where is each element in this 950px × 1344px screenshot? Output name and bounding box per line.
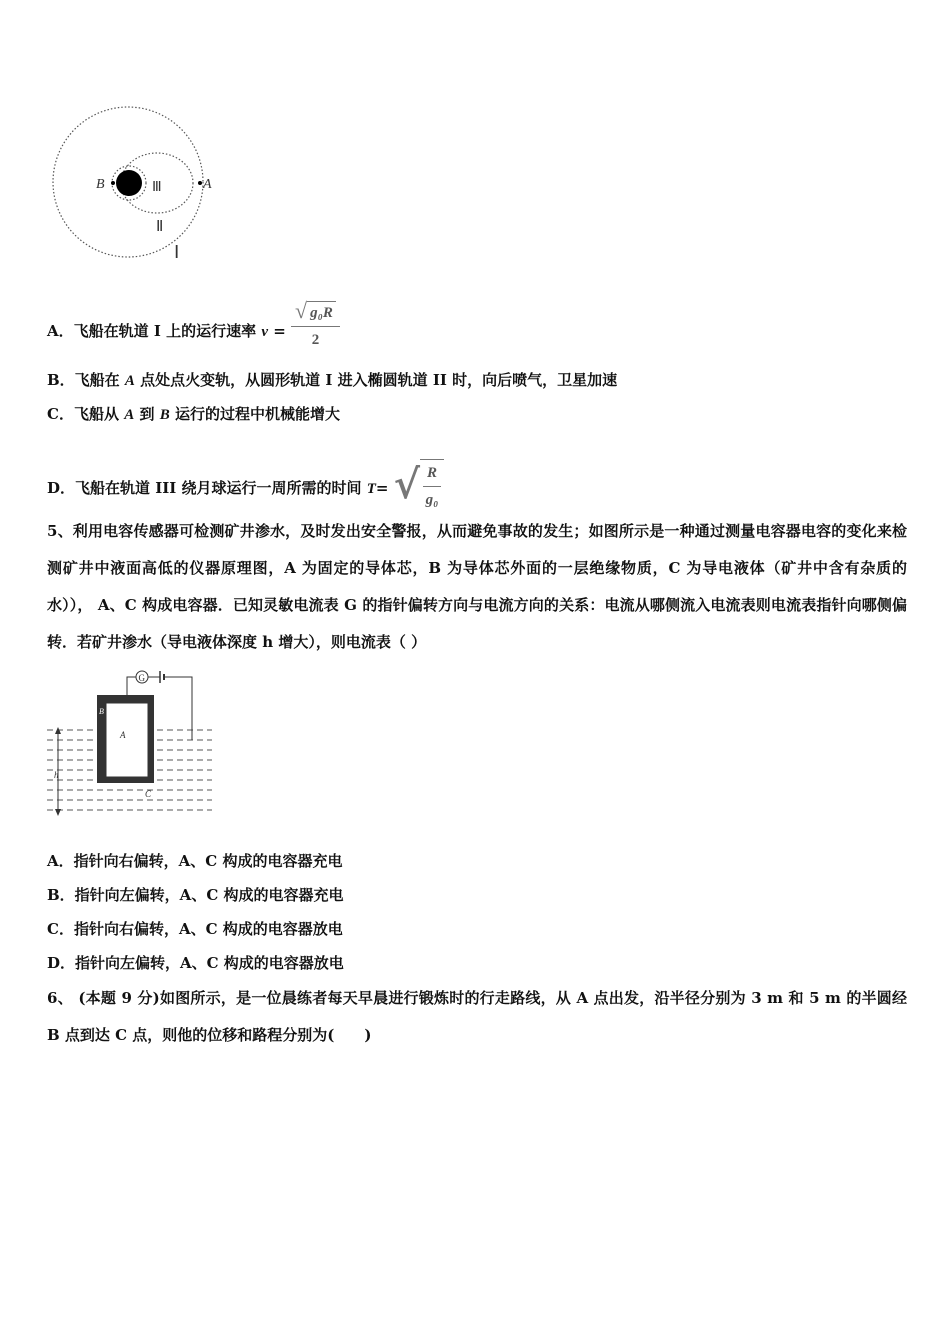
question-5-text: 5、利用电容传感器可检测矿井渗水，及时发出安全警报，从而避免事故的发生；如图所示是一种通过测量电容器电容的变化来检测矿井中液面高低的仪器原理图，A 为固定的导体芯，B 为导体芯外面的一层绝缘物质，C 为导电液体（矿井中含有杂质的水））， A、C 构成电容器．已知灵敏电流表 G 的指针偏转方向与电流方向的关系：电流从哪侧流入电流表则电流表指针向哪侧偏转．若矿井渗水（导电液体深度 h 增大），则电流表（ ） — [47, 522, 907, 651]
label-c: C — [145, 789, 152, 799]
option-b-var: A — [124, 373, 135, 389]
option-c-var-1: A — [124, 407, 135, 423]
option-c-var-2: B — [159, 407, 170, 423]
label-a: A — [120, 730, 126, 740]
q5-option-a: A．指针向右偏转，A、C 构成的电容器充电 — [47, 852, 343, 870]
option-b-text-pre: B．飞船在 — [47, 371, 120, 389]
label-h: h — [54, 770, 59, 780]
option-d-numerator: R — [423, 462, 441, 487]
point-a — [198, 181, 202, 185]
option-d-var: T — [366, 481, 376, 497]
option-d — [47, 463, 444, 515]
moon-body — [116, 170, 142, 196]
label-orbit-iii: Ⅲ — [152, 180, 162, 195]
orbit-figure — [40, 90, 220, 270]
option-a — [47, 298, 340, 357]
q5-option-c: C．指针向右偏转，A、C 构成的电容器放电 — [47, 920, 343, 938]
conductor-a — [106, 703, 148, 777]
wire-left — [127, 677, 136, 695]
option-a-eq: = — [268, 322, 292, 340]
point-b — [111, 181, 115, 185]
q5-option-d: D．指针向左偏转，A、C 构成的电容器放电 — [47, 954, 344, 972]
sqrt-icon: √ — [393, 461, 421, 508]
label-b: B — [99, 707, 104, 716]
option-d-denominator: g₀ — [425, 492, 439, 508]
option-c-text-post: 运行的过程中机械能增大 — [174, 405, 340, 423]
q5-option-b: B．指针向左偏转，A、C 构成的电容器充电 — [47, 886, 344, 904]
option-d-sqrt — [394, 459, 444, 511]
option-c — [47, 403, 340, 426]
label-g: G — [138, 673, 145, 683]
option-a-denominator: 2 — [311, 332, 320, 348]
question-6-text: 6、 (本题 9 分)如图所示，是一位晨练者每天早晨进行锻炼时的行走路线，从 A 点出发，沿半径分别为 3 m 和 5 m 的半圆经 B 点到达 C 点，则他的位移和路程分别为( ) — [47, 989, 907, 1044]
option-c-text-pre: C．飞船从 — [47, 405, 119, 423]
option-a-numerator: g₀R — [307, 301, 336, 324]
option-a-var: v — [261, 324, 269, 340]
option-d-fraction — [423, 462, 441, 511]
wire-right — [164, 677, 192, 740]
option-d-text: D．飞船在轨道 III 绕月球运行一周所需的时间 — [47, 479, 362, 497]
option-d-eq: = — [375, 479, 389, 497]
sqrt-icon: √ — [295, 298, 308, 323]
label-b: B — [96, 177, 105, 192]
label-orbit-ii: Ⅱ — [156, 219, 164, 235]
option-b — [47, 369, 617, 392]
arrow-down-icon — [55, 809, 61, 816]
capacitor-figure — [42, 665, 217, 825]
option-a-fraction — [291, 298, 340, 351]
option-a-text: A．飞船在轨道 I 上的运行速率 — [47, 322, 257, 340]
option-c-text-mid: 到 — [139, 405, 155, 423]
label-orbit-i: Ⅰ — [174, 242, 180, 262]
option-b-text-post: 点处点火变轨，从圆形轨道 I 进入椭圆轨道 II 时，向后喷气，卫星加速 — [140, 371, 618, 389]
label-a: A — [203, 177, 212, 192]
